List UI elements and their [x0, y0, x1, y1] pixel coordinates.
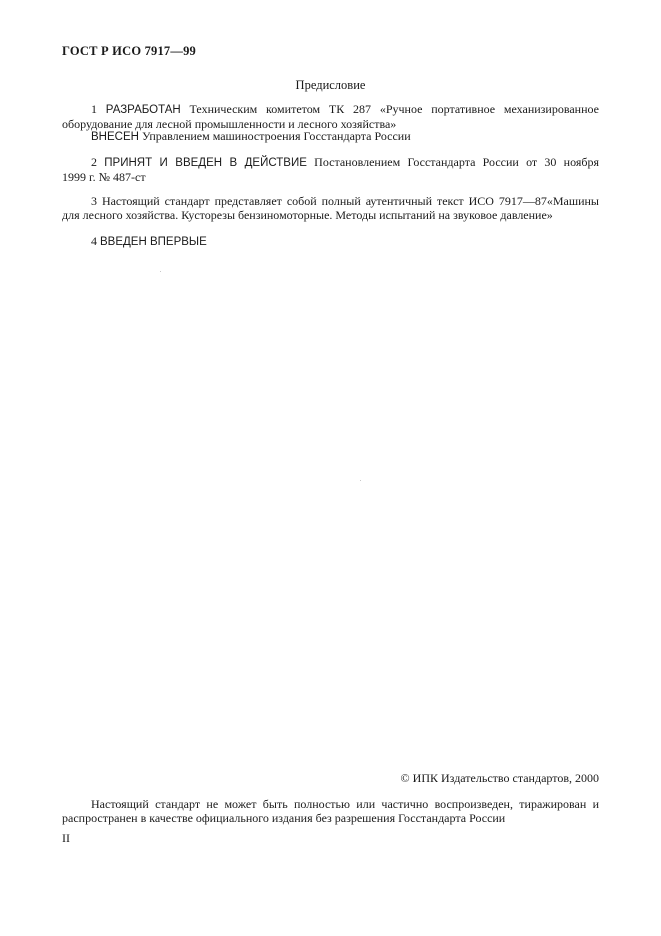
copyright-line: © ИПК Издательство стандартов, 2000: [400, 771, 599, 785]
item-label: РАЗРАБОТАН: [105, 104, 181, 116]
item-adopted: [62, 156, 599, 184]
item-label: ВНЕСЕН: [91, 131, 139, 143]
item-label: ВВЕДЕН ВПЕРВЫЕ: [100, 236, 207, 248]
item-developed-line2: оборудование для лесной промышленности и лесного хозяйства»: [62, 116, 397, 131]
item-label: ПРИНЯТ И ВВЕДЕН В ДЕЙСТВИЕ: [104, 157, 307, 169]
item-first-time-line: [62, 235, 599, 250]
item-text: Управлением машиностроения Госстандарта России: [141, 129, 411, 143]
item-text: Настоящий стандарт представляет собой полный аутентичный текст ИСО 7917—87«Машины: [101, 194, 599, 208]
item-authentic: [62, 195, 599, 222]
item-adopted-line2: 1999 г. № 487-ст: [62, 169, 146, 184]
item-number: 2: [91, 155, 97, 169]
item-text: Техническим комитетом ТК 287 «Ручное портативное механизированное: [189, 102, 599, 116]
scan-speck: [160, 271, 161, 272]
item-authentic-line2: для лесного хозяйства. Кусторезы бензиномоторные. Методы испытаний на звуковое давление»: [62, 207, 553, 222]
notice-line1: Настоящий стандарт не может быть полностью или частично воспроизведен, тиражирован и: [91, 797, 599, 811]
item-developed-line1: [62, 103, 599, 118]
item-number: 1: [91, 102, 97, 116]
item-text: Постановлением Госстандарта России от 30 ноября: [314, 155, 600, 169]
scan-speck: [360, 480, 361, 481]
notice-line2: распространен в качестве официального издания без разрешения Госстандарта России: [62, 811, 506, 825]
section-title: Предисловие: [295, 78, 366, 92]
standard-code: ГОСТ Р ИСО 7917—99: [62, 44, 196, 58]
item-introduced: [62, 130, 599, 145]
item-number: 4: [91, 234, 97, 248]
page-number: II: [62, 831, 70, 845]
item-number: 3: [91, 194, 97, 208]
reproduction-notice: [62, 797, 599, 825]
item-adopted-line1: [62, 156, 599, 171]
item-authentic-line1: [62, 195, 599, 209]
item-introduced-line: [62, 130, 599, 145]
item-developed: [62, 103, 599, 131]
item-first-time: [62, 235, 599, 250]
